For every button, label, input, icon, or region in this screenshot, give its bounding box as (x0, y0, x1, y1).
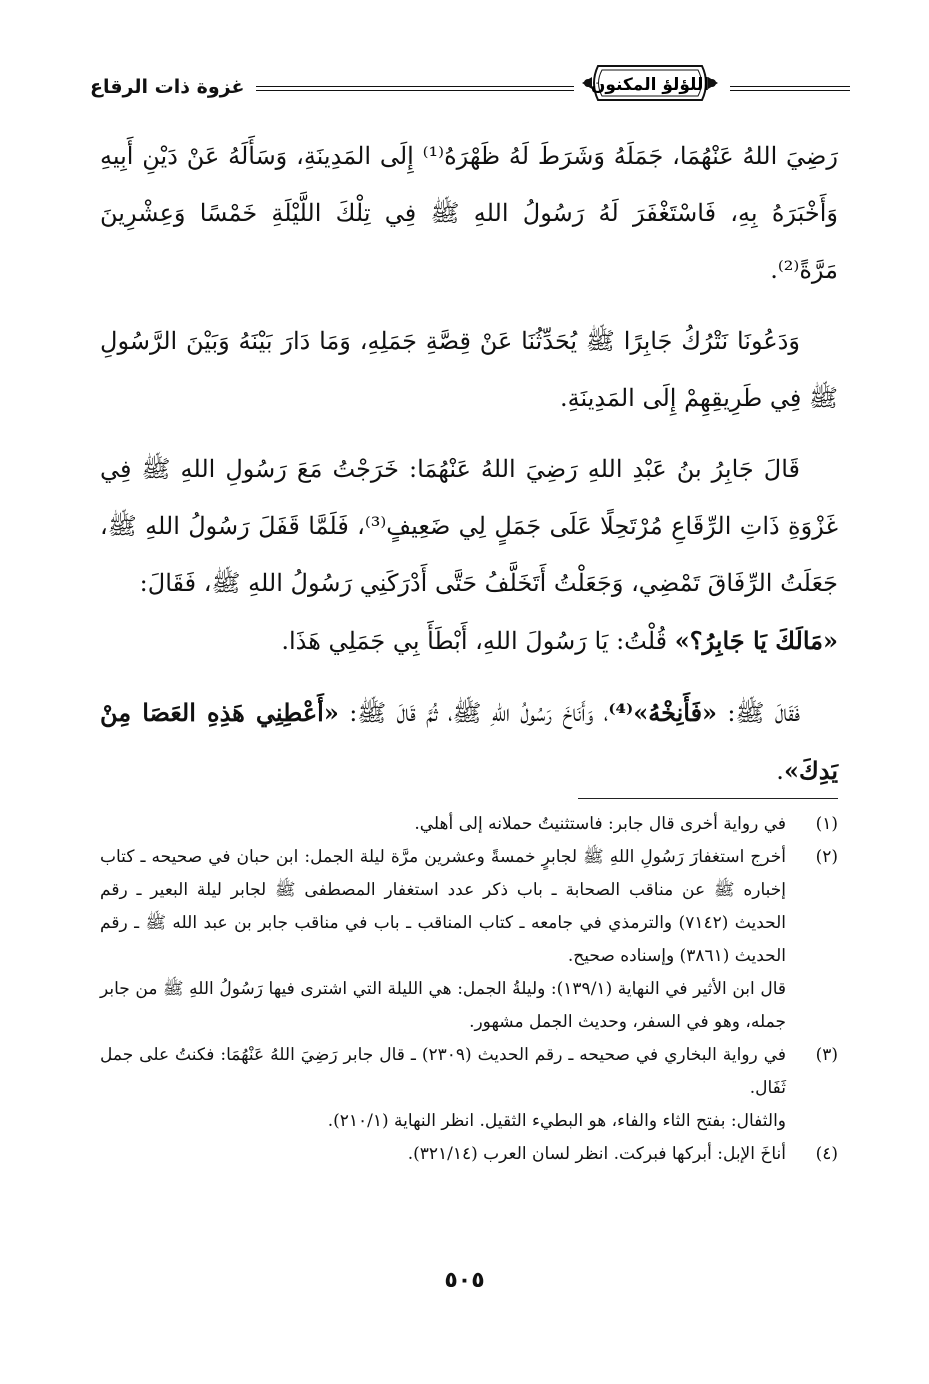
paragraph-1: رَضِيَ اللهُ عَنْهُمَا، جَمَلَهُ وَشَرَطَ لَهُ ظَهْرَهُ⁽¹⁾ إِلَى المَدِينَةِ، وَسَأَلَهُ عَنْ دَيْنِ أَبِيهِ وَأَخْبَرَهُ بِهِ، فَاسْتَغْفَرَ لَهُ رَسُولُ اللهِ ﷺ فِي تِلْكَ اللَّيْلَةِ خَمْسًا وَعِشْرِينَ مَرَّةً⁽²⁾. (100, 142, 839, 284)
footnote-text: في رواية أخرى قال جابر: فاستثنيتُ حملانه إلى أهلي. (414, 814, 786, 834)
header-rule-left (256, 86, 574, 91)
footnote-number: (١) (815, 814, 838, 834)
paragraph-4-quote-2: «أَعْطِنِي هَذِهِ العَصَا مِنْ يَدِكَ» (100, 698, 838, 785)
paragraph-4-a: فَقَالَ ﷺ: (727, 699, 800, 727)
page-number: ٥٠٥ (444, 1268, 485, 1293)
paragraph-4-end: . (776, 757, 784, 785)
footnote-1 (100, 808, 838, 841)
header-rule-right (730, 86, 850, 91)
footnote-text: أخرج استغفارَ رَسُولِ اللهِ ﷺ لجابرٍ خمسةً وعشرين مرَّة ليلة الجمل: ابن حبان في صحيحه ـ كتاب إخباره ﷺ عن مناقب الصحابة ـ باب ذكر عدد استغفار المصطفى ﷺ لجابر ليلة البعير ـ رقم الحديث (٧١٤٢) والترمذي في جامعه ـ كتاب المناقب ـ باب في مناقب جابر بن عبد الله ﷺ ـ رقم الحديث (٣٨٦١) وإسناده صحيح. (100, 847, 787, 966)
footnote-separator (578, 798, 838, 799)
paragraph-3-quote: «مَالَكَ يَا جَابِرُ؟» (674, 626, 838, 655)
footnote-text: والثفال: بفتح الثاء والفاء، هو البطيء الثقيل. انظر النهاية (٢١٠/١). (327, 1111, 786, 1131)
paragraph-4-b: ، وَأَنَاخَ رَسُولُ اللهِ ﷺ، ثُمَّ قَالَ ﷺ: (349, 699, 609, 727)
book-title: اللؤلؤ المكنون (590, 75, 710, 95)
ornament-frame-icon (580, 60, 720, 106)
paragraph-2: وَدَعُونَا نَتْرُكُ جَابِرًا ﷺ يُحَدِّثُنَا عَنْ قِصَّةِ جَمَلِهِ، وَمَا دَارَ بَيْنَهُ وَبَيْنَ الرَّسُولِ ﷺ فِي طَرِيقِهِمْ إِلَى المَدِينَةِ. (100, 327, 838, 412)
footnote-3 (100, 1039, 838, 1138)
main-text (100, 128, 838, 814)
footnote-text: قال ابن الأثير في النهاية (١٣٩/١): وليلةُ الجمل: هي الليلة التي اشترى فيها رَسُولُ اللهِ ﷺ من جابر جمله، وهو في السفر، وحديث الجمل مشهور. (100, 979, 786, 1032)
footnote-2 (100, 841, 838, 1039)
paragraph-3-end: قُلْتُ: يَا رَسُولَ اللهِ، أَبْطَأَ بِي جَمَلِي هَذَا. (281, 627, 668, 655)
page-header (90, 52, 850, 114)
chapter-title: غزوة ذات الرقاع (90, 76, 245, 98)
footnote-text: أناخَ الإبل: أبركها فبركت. انظر لسان العرب (٣٢١/١٤). (407, 1144, 786, 1164)
paragraph-4-quote-1: «فَأَنِخْهُ»⁽⁴⁾ (608, 698, 718, 727)
paragraph-3-text: قَالَ جَابِرُ بنُ عَبْدِ اللهِ رَضِيَ اللهُ عَنْهُمَا: خَرَجْتُ مَعَ رَسُولِ اللهِ ﷺ فِي غَزْوَةِ ذَاتِ الرِّقَاعِ مُرْتَحِلًا عَلَى جَمَلٍ لِي ضَعِيفٍ⁽³⁾، فَلَمَّا قَفَلَ رَسُولُ اللهِ ﷺ، جَعَلَتُ الرِّفَاقَ تَمْضِي، وَجَعَلْتُ أَتَخَلَّفُ حَتَّى أَدْرَكَنِي رَسُولُ اللهِ ﷺ، فَقَالَ: (100, 455, 838, 597)
paragraph-3 (100, 441, 838, 670)
footnote-number: (٤) (815, 1144, 838, 1164)
footnote-number: (٢) (815, 847, 838, 867)
paragraph-4 (100, 684, 838, 800)
footnote-number: (٣) (815, 1045, 838, 1065)
footnotes (100, 808, 838, 1171)
footnote-4 (100, 1138, 838, 1171)
footnote-text: في رواية البخاري في صحيحه ـ رقم الحديث (٢٣٠٩) ـ قال جابر رَضِيَ اللهُ عَنْهُمَا: فكنتُ على جمل ثَفَال. (100, 1045, 787, 1098)
book-title-cartouche (580, 60, 720, 106)
